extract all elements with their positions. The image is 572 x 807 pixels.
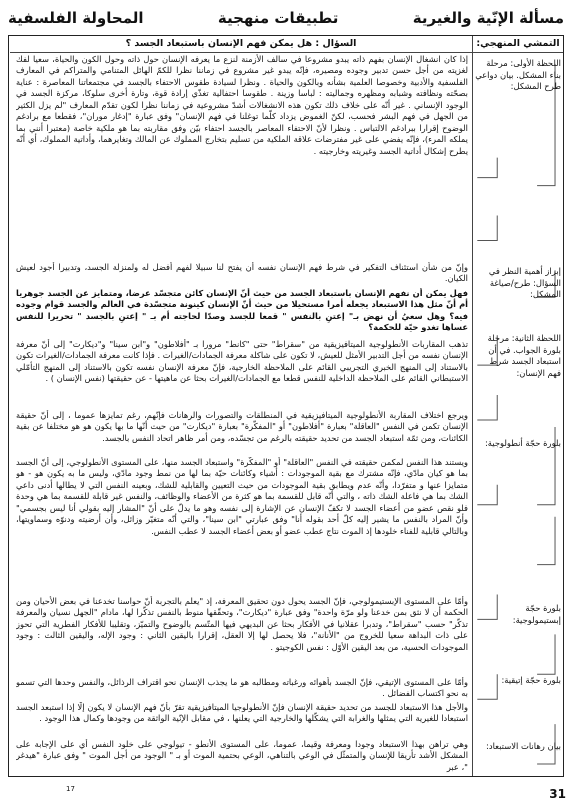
side-label-stakes: بيان رهانات الاستبعاد:: [486, 741, 561, 751]
paragraph-conclusion: [16, 702, 468, 738]
paragraph-soul-essence: [16, 410, 468, 456]
paragraph-epistemological: [16, 596, 468, 676]
side-label-ontological: بلورة حجّة أنطولوجية:: [484, 438, 561, 448]
side-label-ethical: بلورة حجّة إتيقية:: [501, 675, 561, 685]
paragraph-problem: [16, 288, 468, 336]
header-right-title: مسألة الإنّية والغيرية: [412, 9, 564, 27]
paragraph-text: ويستند هذا النفس لمكمن حقيقته في النفس "العاقلة" أو "المفكّرة" واستبعاد الجسد منها، على المستوى الأنطولوجي، إلى أنّ الجسد بما هو كيان مادّي، فإنّه مشترك مع بقية الموجودات : أشياء وكائنات حيّة بما لها من نمط وجود مادّي، وليس ما به يكون هو - هو متمايزا عنها و متفرّدا، وأنّه عدم ويطابق بقية الموجودات من حيث التعيين والقابلية للشك، وبعينه النفس التي لا يطالها أدنى داعي الشك بما هي فاعلة الشك ذاته ، والتي أنّه قابل للقسمة بما هو كثرة من الأعضاء والوظائف، والنفس غير قابلة للقسمة بما هي وحدة فلو نقص عضو من أعضاء الجسد لا تكفّ الإنسان عن الإشارة إلى نفسه وهو ما يدلّ على أنّ "المشار إليه بقولي أنا ليس بجسمي" وأنّ المراد بالنفس ما يشير إليه كلّ أحد بقوله أنا" وفق عبارتي "ابن سينا"، والتي أنّه متغيّر وزائل، وأن أرضيته ودنوّه وسماويتها، وبالتالي قابلية للفناء خلودها إذ الموت نتاج عطب عضو أو بعض أعضاء الجسد لا عطب النفس.: [16, 457, 468, 536]
paragraph-ontological: [16, 457, 468, 595]
header-left-title: المحاولة الفلسفية: [8, 9, 144, 27]
question-heading: السؤال : هل يمكن فهم الإنسان باستبعاد الجسد ؟: [10, 36, 472, 53]
column-divider: [472, 36, 473, 776]
paragraph-text: فهل يمكن أن نفهم الإنسان باستبعاد الجسد من حيث أنّ الإنسان كائن متجسّد عرضا، ومتمايز عن الجسد جوهريا أم أنّ مثل هذا الاستبعاد يجعله أمرا مستحيلا من حيث أنّ الإنسان كينونة متجسّدة في العالم والجسد قوام وجوده فيه؟ وهل سعيُ أن نهض بـ" إعتنِ بالنفس " قمعا للجسد وصدّا لحاجته أم بـ " إعتنِ بالجسد " تحريرا للنفس عساها تغدو حيّة للحكمة؟: [16, 288, 468, 333]
paragraph-intro: [16, 54, 468, 260]
paragraph-text: وإنّ من شأن استئناف التفكير في شرط فهم الإنسان نفسه أن يفتح لنا سبيلا لفهم أفضل له ولمنزلة الجسد، وتدبيرا أجود لعيش الكيان.: [16, 262, 468, 284]
paragraph-text: وهي تراهن بهذا الاستبعاد وجودا ومعرفة وقيما، عموما، على المستوى الأنطو - تيولوجي على خلود النفس أي على الإجابة على المشكل الأشد تأريقا للإنسان والمتمثّل في الوعي بالتناهي، الوعي بحتمية الموت أو بـ " الوجود من أجل الموت " وفق عبارة "هيدغر "، عبر: [16, 739, 468, 772]
paragraph-ethical: [16, 677, 468, 701]
page-number: 31: [549, 787, 566, 801]
paragraph-text: ويرجع اختلاف المقاربة الأنطولوجية الميتافيزيقية في المنطلقات والتصورات والرهانات فإنّهم، رغم تمايزها عموما ، إلى أنّ حقيقة الإنسان تكمن في النفس "العاقلة" بعبارة "أفلاطون" أو "المفكّرة" بعبارة "ديكارت" من حيث أنّها ما بها يكون هو هو مختلفا عن بقية الكائنات، ومن ثمّة استبعاد الجسد من تحديد حقيقته بالرغم من تجسّده، ومن أمر ظاهر اتحاد النفس بالجسد.: [16, 410, 468, 443]
side-column-heading: التمشي المنهجي:: [472, 36, 563, 53]
paragraph-text: إذا كان انشغال الإنسان بفهم ذاته يبدو مشروعا في سالف الأزمنة لنزع ما يعرفه الإنسان حول ذاته وحول الكون والحياة، سعيا لفك لغزيته من أجل حسن تدبير وجوده ومصيره، فإنّه يبدو غير مشروع في زماننا نظرا للكمّ الهائل المتنامي والمتراكم في المعارف الفلسفية والأدبية وخصوصا العلمية بشأنه وبالكون والحياة . ونظرا لسيادة طقوس الاحتفاء بالجسد في مجتمعاتنا المعاصرة : عناية بصحّته ونظافته وشبابه ومظهره وجماليته : لباسا وزينة . طقوسا احتفالية تغذّي إرادة قوة، وتارة أخرى سلوكا، مركزة الجسد في الوجود الإنساني . غير أنّه على خلاف ذلك تكون هذه الانشغالات أشدّ مشروعية في زماننا نظرا لكون تقدّم المعارف "لم يزل الكثير من الجهل في فهم البشر فحسب، لكنّ الغموض يزداد كلّما توغلنا في فهم الإنسان" وفق عبارة "إدغار موران"، فقطعا مع برادغم الوضوح إقرارا ببرادغم الالتباس . ونظرا لأنّ الاحتفاء المعاصر بالجسد احتفاء بيّن وفق مقاربته بما هو ملكية خاصة (معتبرا أنني بما يملكه المرء)، فإنّه يفضي على غير مفترضات علاقة الملكية من تسليم بتخارج المملوك عن المالك وتغايرهما، وأداتية المملوك، أي أنّه يطرح إشكال أداتية الجسد وغيريته وخارجيته .: [16, 54, 468, 156]
paragraph-approaches: [16, 339, 468, 409]
side-label-stage-one: اللحظة الأولى: مرحلة بناء المشكل. بيان دواعي طرح المشكل:: [475, 58, 561, 91]
paragraph-text: والأجل هذا الاستبعاد للجسد من تحديد حقيقة الإنسان فإنّ الأنطولوجيا الميتافيزيقية تقرّ بأنّ فهم الإنسان لا يكون إلّا إذا استبعد الجسد استبعادا للغيرية التي يمثلها والغرابة التي يشكّلها والخارجية التي يعلنها ، في مقابل الإنّية الواثقة من وجودها وكمال هذا الوجود .: [16, 702, 468, 724]
side-label-epistemological: بلورة حجّة إبستيمولوجية:: [512, 603, 561, 625]
paragraph-text: وأمّا على المستوى الإبستيمولوجي، فإنّ الجسد يحول دون تحقيق المعرفة، إذ "يعلم بالتجربة أنّ حواسنا تخدعنا في بعض الأحيان ومن الحكمة أن لا نثق بمن خدعنا ولو مرّة واحدة" وفق عبارة "ديكارت"، وتحقّقها منوط بالنفس تذكّرا لها، مادام "الجهل نسيان والمعرفة تذكّر" حسب "سقراط"، وتدبرا عقلانيا في الأفكار بحثا عن البديهي فيها المتّسم بالوضوح والتميّز، وتقليبا للأفكار الفطرية التي تحوز على ذات البداهة سعيا للخروج من "الأنانة"، فلا يحصل لها إلا العقل، إقرارا باليقين الثاني : وجود الإله، واليقين الثالث : وجود الموجودات الحسية، من بعد اليقين الأوّل : نفس الكوجيتو .: [16, 596, 468, 652]
side-label-stage-two: اللحظة الثانية: مرحلة بلورة الجواب. في أن استبعاد الجسد شرط فهم الإنسان:: [487, 333, 561, 378]
paragraph-stakes: [16, 739, 468, 775]
side-label-importance: إبراز أهمية النظر في السؤال: طرح/صياغة المشكل:: [488, 266, 561, 299]
header-center-title: تطبيقات منهجية: [217, 9, 339, 27]
essay-table: [8, 35, 564, 777]
footer-small-number: 17: [66, 785, 75, 793]
paragraph-importance: [16, 262, 468, 286]
paragraph-text: تذهب المقاربات الأنطولوجية الميتافيزيقية من "سقراط" حتى "كانط" مرورا بـ "أفلاطون" و"ابن سينا" و"ديكارت" إلى أنّ معرفة الإنسان نفسه من أجل التدبير الأمثل للعيش، لا تكون على شاكلة معرفة الجمادات/الغيرات . فإذا كانت معرفة الجمادات/الغيرات تكون بالاستناد إلى المنهج الخبري التجريبي القائم على الملاحظة الخارجية، فإنّ معرفة الإنسان نفسه تكون بالاستناد إلى المنهج التأمّلي الاستبطاني القائم على الملاحظة الداخلية للنفس قطعا مع الجمادات/الغيرات بحثا عن ماهيتها - عن حقيقتها (نفس الإنسان ) .: [16, 339, 468, 384]
page-header: [8, 6, 564, 30]
paragraph-text: وأمّا على المستوى الإتيقي، فإنّ الجسد بأهوائه ورغباته ومطالبه هو ما يجذب الإنسان نحو اقتراف الرذائل، والنفس وحدها التي تسمو به نحو اكتساب الفضائل .: [16, 677, 468, 699]
